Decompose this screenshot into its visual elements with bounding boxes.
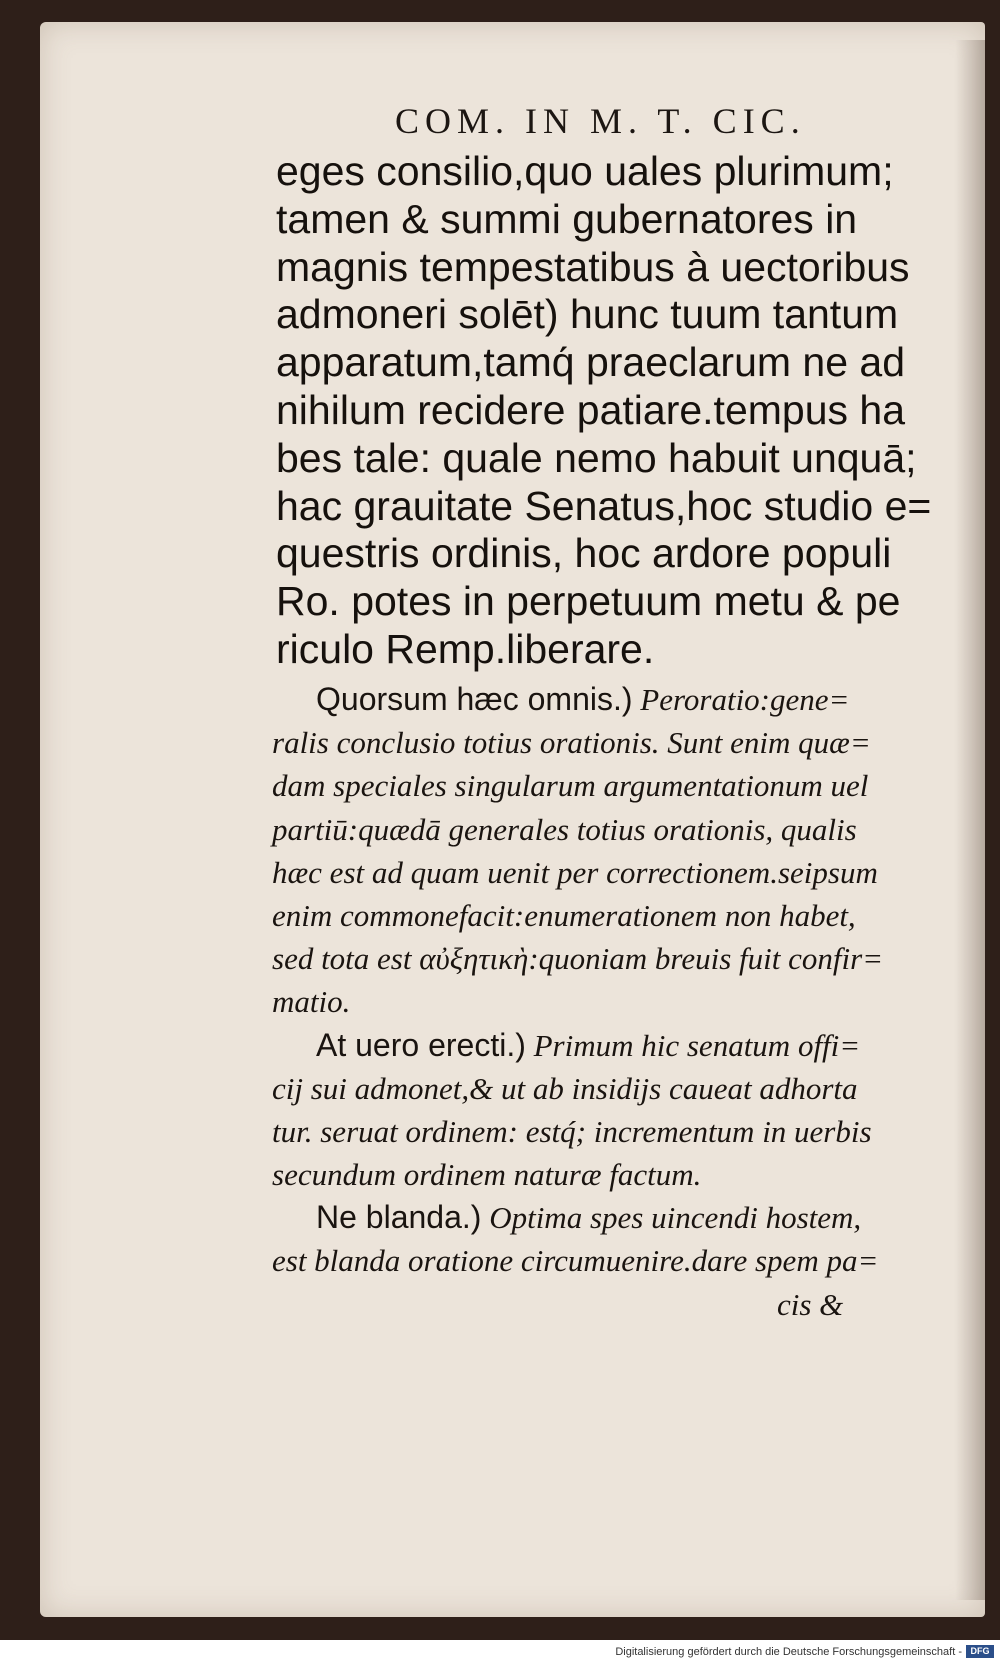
commentary-text: Optima spes uincendi hostem, (481, 1200, 862, 1236)
commentary-line (272, 980, 922, 1023)
catchword: cis & (777, 1286, 844, 1322)
commentary-text: dam speciales singularum argumentationum uel (272, 768, 869, 804)
commentary-text: Peroratio:gene= (632, 682, 850, 717)
text-line: eges consilio,quo uales plurimum; (276, 148, 894, 194)
text-line: hac grauitate Senatus,hoc studio e= (276, 482, 932, 529)
lemma: At uero erecti.) (316, 1026, 526, 1063)
commentary-line (272, 851, 922, 894)
commentary-line (272, 1153, 922, 1196)
lemma: Quorsum hæc omnis.) (316, 681, 633, 717)
text-line: questris ordinis, hoc ardore populi (276, 530, 892, 577)
commentary-text: enim commonefacit:enumerationem non habet, (272, 897, 856, 933)
commentary-text: sed tota est αὐξητικὴ:quoniam breuis fuit confir= (272, 941, 884, 977)
text-line: magnis tempestatibus à uectoribus (276, 243, 910, 290)
text-line: nihilum recidere patiare.tempus ha (276, 386, 905, 433)
commentary-line (272, 1196, 922, 1239)
digitization-credit: Digitalisierung gefördert durch die Deutsche Forschungsgemeinschaft - (615, 1646, 962, 1658)
commentary-line (272, 937, 922, 980)
commentary-line (272, 678, 922, 721)
text-line: riculo Remp.liberare. (276, 625, 655, 672)
commentary-line (272, 1067, 922, 1110)
commentary-line (272, 894, 922, 937)
commentary-text: matio. (272, 984, 351, 1020)
commentary-text: tur. seruat ordinem: estq́; incrementum in uerbis (272, 1113, 872, 1149)
commentary-line (272, 1110, 922, 1153)
commentary-text: est blanda oratione circumuenire.dare spem pa= (272, 1243, 879, 1279)
commentary-line (272, 721, 922, 764)
commentary-block (272, 678, 922, 1326)
text-line: bes tale: quale nemo habuit unquā; (276, 434, 917, 481)
dfg-logo: DFG (966, 1645, 994, 1658)
text-line: Ro. potes in perpetuum metu & pe (276, 578, 901, 625)
running-head: COM. IN M. T. CIC. (395, 101, 806, 141)
commentary-text: cij sui admonet,& ut ab insidijs caueat adhorta (272, 1070, 858, 1106)
commentary-text: ralis conclusio totius orationis. Sunt enim quæ= (272, 725, 871, 761)
text-line: tamen & summi gubernatores in (276, 195, 858, 242)
commentary-text: partiū:quædā generales totius orationis, qualis (272, 811, 857, 847)
commentary-line (272, 1024, 922, 1067)
commentary-text: Primum hic senatum offi= (525, 1027, 861, 1063)
text-line: admoneri solēt) hunc tuum tantum (276, 291, 899, 338)
page-gutter-shadow (955, 40, 985, 1600)
text-line: apparatum,tamq́ praeclarum ne ad (276, 339, 906, 386)
commentary-text: secundum ordinem naturæ factum. (272, 1157, 702, 1193)
commentary-line (272, 1239, 922, 1282)
commentary-line (272, 764, 922, 807)
commentary-line (272, 808, 922, 851)
lemma: Ne blanda.) (316, 1199, 482, 1236)
main-text-block (276, 148, 932, 674)
commentary-text: hæc est ad quam uenit per correctionem.seipsum (272, 854, 878, 890)
